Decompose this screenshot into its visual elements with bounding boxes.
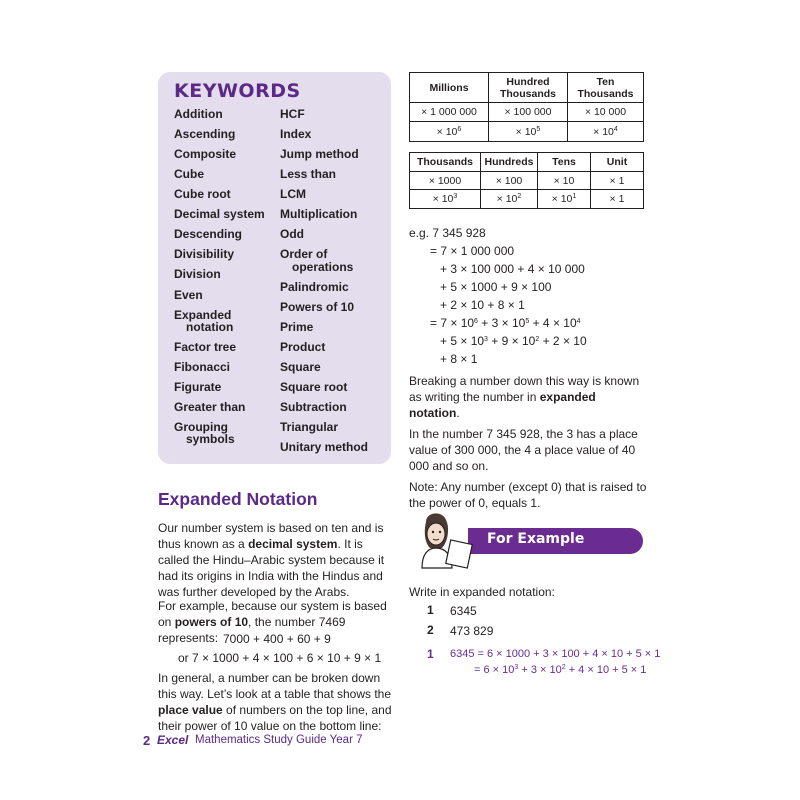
table-cell: × $10^6$	[410, 122, 489, 142]
right-paragraphs	[409, 373, 649, 511]
keyword: operations	[292, 260, 354, 274]
keyword: Composite	[174, 147, 237, 161]
table-cell: × 1	[591, 190, 644, 209]
paragraph: Note: Any number (except 0) that is raised to the power of 0, equals 1.	[409, 480, 647, 510]
place-value-table-1	[409, 72, 644, 142]
table-cell: × 10 000	[568, 103, 644, 122]
example-line: = $7 \times 10^6 + 3 \times 10^5 + 4 \times 10^4$	[430, 316, 581, 330]
keyword: notation	[186, 320, 234, 334]
keyword: Prime	[280, 320, 314, 334]
answer-line: = $6 \times 10^3 + 3 \times 10^2 + 4 \times 10 + 5 \times 1$	[474, 664, 647, 676]
keyword: Product	[280, 340, 326, 354]
question-number: 2	[427, 623, 434, 637]
keyword: Less than	[280, 167, 337, 181]
question-number: 1	[427, 603, 434, 617]
keyword: LCM	[280, 187, 306, 201]
keyword: Descending	[174, 227, 243, 241]
keyword: Unitary method	[280, 440, 369, 454]
table-header: Thousands	[410, 153, 481, 172]
keyword: HCF	[280, 107, 305, 121]
table-cell: × 100 000	[489, 103, 568, 122]
question: 473 829	[450, 624, 494, 638]
section-paragraph-2: For example, because our system is based on powers of 10, the number 7469 represents:	[158, 599, 387, 645]
example-line: + $5 \times 10^3 + 9 \times 10^2 + 2 \times 10$	[440, 334, 587, 348]
keyword: Grouping	[174, 420, 228, 434]
example-number: e.g. 7 345 928	[409, 226, 486, 240]
brand-name: Excel	[157, 733, 189, 747]
keyword: Divisibility	[174, 247, 235, 261]
keyword: Index	[280, 127, 312, 141]
keyword: Triangular	[280, 420, 339, 434]
for-example-title: For Example	[487, 531, 585, 547]
keyword: symbols	[186, 432, 235, 446]
table-cell: × 10	[538, 172, 591, 190]
keyword: Cube root	[174, 187, 231, 201]
keyword: Order of	[280, 247, 328, 261]
equation: or 7 × 1000 + 4 × 100 + 6 × 10 + 9 × 1	[178, 651, 382, 665]
table-header: Millions	[410, 73, 489, 103]
table-cell: × $10^5$	[489, 122, 568, 142]
keyword: Even	[174, 288, 203, 302]
keyword: Factor tree	[174, 340, 237, 354]
book-title: Mathematics Study Guide Year 7	[195, 734, 363, 746]
equation: 7000 + 400 + 60 + 9	[223, 632, 331, 646]
table-header: Hundreds	[481, 153, 538, 172]
instruction: Write in expanded notation:	[409, 585, 555, 599]
keyword: Odd	[280, 227, 304, 241]
keyword: Subtraction	[280, 400, 347, 414]
keyword: Multiplication	[280, 207, 358, 221]
keyword: Square root	[280, 380, 348, 394]
keyword: Jump method	[280, 147, 359, 161]
keywords-title: KEYWORDS	[174, 80, 301, 102]
table-cell: × 1 000 000	[410, 103, 489, 122]
question: 6345	[450, 604, 477, 618]
keyword: Addition	[174, 107, 223, 121]
example-line: = 7 × 1 000 000	[430, 244, 515, 258]
table-cell: × 1	[591, 172, 644, 190]
paragraph: In the number 7 345 928, the 3 has a place value of 300 000, the 4 a place value of 40 000 and so on.	[409, 427, 638, 473]
example-line: + 8 × 1	[440, 352, 478, 366]
table-cell: × $10^4$	[568, 122, 644, 142]
answer-line: 6345 = 6 × 1000 + 3 × 100 + 4 × 10 + 5 × 1	[450, 648, 661, 660]
example-line: + 2 × 10 + 8 × 1	[440, 298, 525, 312]
keyword: Cube	[174, 167, 204, 181]
keyword: Expanded	[174, 308, 232, 322]
keyword: Square	[280, 360, 321, 374]
example-line: + 3 × 100 000 + 4 × 10 000	[440, 262, 585, 276]
table-cell: × 100	[481, 172, 538, 190]
table-cell: × $10^3$	[410, 190, 481, 209]
place-value-table-2	[409, 152, 644, 209]
keyword: Greater than	[174, 400, 246, 414]
example-line: + 5 × 1000 + 9 × 100	[440, 280, 552, 294]
table-header: Tens	[538, 153, 591, 172]
section-heading: Expanded Notation	[158, 489, 318, 509]
answer-number: 1	[427, 647, 434, 661]
keyword: Fibonacci	[174, 360, 231, 374]
table-header: Unit	[591, 153, 644, 172]
table-cell: × $10^1$	[538, 190, 591, 209]
keyword: Decimal system	[174, 207, 265, 221]
keyword: Division	[174, 267, 221, 281]
student-illustration	[408, 508, 478, 570]
section-paragraph-3: In general, a number can be broken down this way. Let’s look at a table that shows the place value of numbers on the top line, and their power of 10 value on the bottom line:	[158, 671, 392, 733]
table-header: Hundred Thousands	[489, 73, 568, 103]
page-number: 2	[143, 733, 151, 748]
table-cell: × $10^2$	[481, 190, 538, 209]
keyword: Ascending	[174, 127, 236, 141]
table-header: Ten Thousands	[568, 73, 644, 103]
keyword: Palindromic	[280, 280, 349, 294]
keyword: Figurate	[174, 380, 222, 394]
table-cell: × 1000	[410, 172, 481, 190]
section-paragraph-1: Our number system is based on ten and is thus known as a decimal system. It is called the Hindu–Arabic system because it had its origins in India with the Hindus and was further developed by the Arabs.	[158, 521, 385, 599]
paragraph: Breaking a number down this way is known as writing the number in expanded notation.	[409, 374, 640, 420]
keyword: Powers of 10	[280, 300, 355, 314]
